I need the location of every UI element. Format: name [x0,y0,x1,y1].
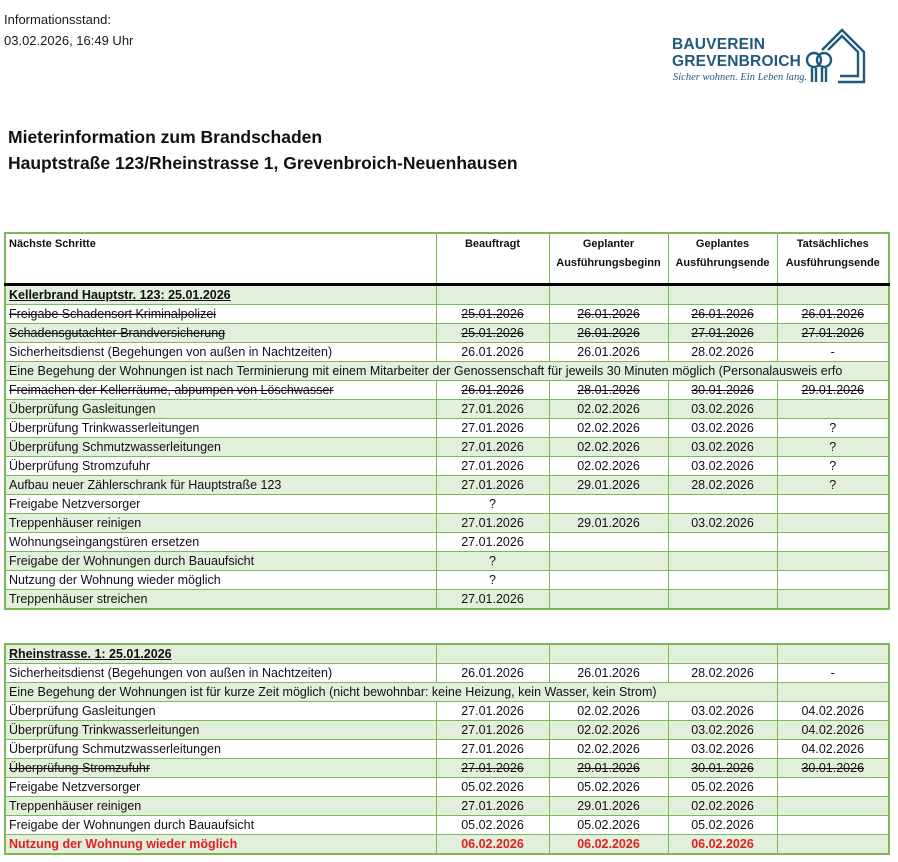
ende-value: 30.01.2026 [691,383,754,397]
task-value: Überprüfung Schmutzwasserleitungen [9,742,221,756]
beauftragt-value: 26.01.2026 [461,383,524,397]
task-value: Überprüfung Trinkwasserleitungen [9,421,200,435]
table-row [5,533,889,552]
ende-cell [668,438,777,457]
header-line: Ausführungsende [675,257,770,269]
beginn-cell [549,438,668,457]
beauftragt-value: 27.01.2026 [461,799,524,813]
beauftragt-cell [436,702,549,721]
section-title-row [5,285,889,305]
tatsaechlich-cell [777,495,889,514]
beauftragt-value: 05.02.2026 [461,818,524,832]
beauftragt-cell [436,343,549,362]
beauftragt-cell [436,590,549,610]
tatsaechlich-cell [777,835,889,855]
ende-cell [668,664,777,683]
header-tatsaechliches-ende [777,233,889,285]
tatsaechlich-cell [777,400,889,419]
empty-cell [777,683,889,702]
table-row [5,590,889,610]
beginn-value: 26.01.2026 [577,666,640,680]
header-line: Ausführungsbeginn [556,257,661,269]
beginn-value: 02.02.2026 [577,742,640,756]
task-value: Treppenhäuser reinigen [9,516,142,530]
beginn-value: 05.02.2026 [577,780,640,794]
beginn-cell [549,457,668,476]
tatsaechlich-value: 26.01.2026 [801,307,865,321]
house-with-trees-icon [802,26,868,86]
task-cell [5,438,436,457]
beauftragt-value: 27.01.2026 [461,742,524,756]
beginn-value: 26.01.2026 [577,345,640,359]
header-line: Geplantes [695,238,750,250]
ende-cell [668,590,777,610]
beginn-value: 26.01.2026 [577,307,640,321]
ende-cell [668,740,777,759]
table-row [5,702,889,721]
task-cell [5,419,436,438]
header-geplantes-ende [668,233,777,285]
beginn-value: 02.02.2026 [577,704,640,718]
task-value: Freimachen der Kellerräume, abpumpen von Löschwasser [9,383,334,397]
beauftragt-cell [436,552,549,571]
beginn-cell [549,702,668,721]
beauftragt-cell [436,533,549,552]
beauftragt-value: 27.01.2026 [461,478,524,492]
beginn-cell [549,400,668,419]
ende-cell [668,514,777,533]
task-value: Freigabe Netzversorger [9,497,141,511]
tatsaechlich-value: ? [829,440,837,454]
ende-cell [668,419,777,438]
page-title [8,124,518,176]
tatsaechlich-value: - [830,345,835,359]
header-geplanter-beginn [549,233,668,285]
task-cell [5,664,436,683]
tatsaechlich-cell [777,381,889,400]
ende-cell [668,702,777,721]
schedule-table-hauptstrasse [4,232,890,610]
beginn-cell [549,419,668,438]
ende-value: 02.02.2026 [691,799,754,813]
table-row [5,419,889,438]
beauftragt-cell [436,324,549,343]
task-value: Aufbau neuer Zählerschrank für Hauptstraße 123 [9,478,282,492]
ende-value: 28.02.2026 [691,478,754,492]
ende-cell [668,552,777,571]
beginn-cell [549,476,668,495]
table-row [5,664,889,683]
beauftragt-value: 05.02.2026 [461,780,524,794]
task-value: Überprüfung Schmutzwasserleitungen [9,440,221,454]
tatsaechlich-cell [777,797,889,816]
note-row [5,683,889,702]
tatsaechlich-value: ? [829,421,837,435]
info-timestamp: 03.02.2026, 16:49 Uhr [4,33,134,48]
ende-cell [668,816,777,835]
beginn-value: 29.01.2026 [577,478,640,492]
beauftragt-cell [436,797,549,816]
task-cell [5,514,436,533]
beauftragt-value: 27.01.2026 [461,440,524,454]
beginn-value: 26.01.2026 [577,326,640,340]
tatsaechlich-value: 27.01.2026 [801,326,865,340]
task-value: Freigabe der Wohnungen durch Bauaufsicht [9,554,255,568]
ende-value: 05.02.2026 [691,818,754,832]
logo-line2: GREVENBROICH [672,53,801,70]
task-cell [5,324,436,343]
task-cell [5,797,436,816]
beginn-cell [549,778,668,797]
beauftragt-value: 27.01.2026 [461,535,524,549]
beauftragt-cell [436,835,549,855]
beginn-cell [549,552,668,571]
task-value: Freigabe Schadensort Kriminalpolizei [9,307,217,321]
task-cell [5,476,436,495]
beginn-cell [549,343,668,362]
task-cell [5,778,436,797]
note-text: Eine Begehung der Wohnungen ist für kurze Zeit möglich (nicht bewohnbar: keine Heizung, kein Wasser, kein Strom) [5,683,777,702]
task-cell [5,740,436,759]
task-cell [5,816,436,835]
tatsaechlich-value: - [830,666,835,680]
beauftragt-value: 27.01.2026 [461,592,524,606]
empty-cell [668,285,777,305]
header-beauftragt: Beauftragt [436,233,549,285]
task-value: Sicherheitsdienst (Begehungen von außen in Nachtzeiten) [9,666,333,680]
empty-cell [668,644,777,664]
beginn-value: 02.02.2026 [577,421,640,435]
beauftragt-value: 27.01.2026 [461,402,524,416]
section-title-row [5,644,889,664]
beginn-cell [549,590,668,610]
beginn-cell [549,797,668,816]
beauftragt-value: 27.01.2026 [461,723,524,737]
task-value: Nutzung der Wohnung wieder möglich [9,573,221,587]
ende-value: 27.01.2026 [691,326,754,340]
table-row [5,571,889,590]
beginn-cell [549,495,668,514]
tatsaechlich-value: 30.01.2026 [801,761,865,775]
table-row [5,778,889,797]
info-block [4,9,133,51]
tatsaechlich-cell [777,419,889,438]
ende-cell [668,533,777,552]
logo-line1: BAUVEREIN [672,36,766,53]
beauftragt-cell [436,664,549,683]
tatsaechlich-value: ? [829,459,837,473]
tatsaechlich-cell [777,324,889,343]
task-cell [5,457,436,476]
table-row [5,797,889,816]
beginn-value: 02.02.2026 [577,440,640,454]
tatsaechlich-cell [777,438,889,457]
table-row [5,438,889,457]
table-row [5,514,889,533]
ende-cell [668,797,777,816]
beauftragt-cell [436,476,549,495]
empty-cell [549,285,668,305]
ende-cell [668,778,777,797]
section-title: Kellerbrand Hauptstr. 123: 25.01.2026 [5,285,436,305]
ende-cell [668,324,777,343]
beginn-cell [549,514,668,533]
beauftragt-cell [436,305,549,324]
table-row [5,324,889,343]
task-value: Überprüfung Trinkwasserleitungen [9,723,200,737]
ende-cell [668,571,777,590]
note-row [5,362,889,381]
tatsaechlich-cell [777,533,889,552]
task-cell [5,552,436,571]
logo-tagline: Sicher wohnen. Ein Leben lang. [673,72,808,83]
tatsaechlich-cell [777,664,889,683]
beauftragt-value: 27.01.2026 [461,704,524,718]
task-value: Überprüfung Stromzufuhr [9,459,151,473]
beauftragt-value: 26.01.2026 [461,345,524,359]
ende-value: 28.02.2026 [691,345,754,359]
ende-value: 03.02.2026 [691,516,754,530]
task-value: Treppenhäuser streichen [9,592,148,606]
beginn-value: 28.01.2026 [577,383,640,397]
ende-value: 05.02.2026 [691,780,754,794]
table-row [5,816,889,835]
tatsaechlich-cell [777,552,889,571]
ende-value: 03.02.2026 [691,704,754,718]
tatsaechlich-cell [777,476,889,495]
beauftragt-cell [436,778,549,797]
note-text: Eine Begehung der Wohnungen ist nach Terminierung mit einem Mitarbeiter der Genossenschaft für jeweils 30 Minuten möglich (Personalausweis erfo [5,362,889,381]
info-label: Informationsstand: [4,12,111,27]
beauftragt-cell [436,740,549,759]
tatsaechlich-cell [777,343,889,362]
ende-value: 30.01.2026 [691,761,754,775]
beauftragt-value: 27.01.2026 [461,516,524,530]
task-cell [5,305,436,324]
empty-cell [549,644,668,664]
tatsaechlich-value: ? [829,478,837,492]
tatsaechlich-cell [777,514,889,533]
ende-cell [668,305,777,324]
beginn-cell [549,571,668,590]
ende-cell [668,495,777,514]
beauftragt-value: ? [489,554,496,568]
tatsaechlich-cell [777,457,889,476]
beauftragt-cell [436,438,549,457]
task-value: Freigabe Netzversorger [9,780,141,794]
title-line1: Mieterinformation zum Brandschaden [8,127,323,147]
table-row [5,835,889,855]
beauftragt-cell [436,571,549,590]
beauftragt-cell [436,514,549,533]
task-value: Überprüfung Gasleitungen [9,402,156,416]
tatsaechlich-cell [777,778,889,797]
ende-value: 03.02.2026 [691,723,754,737]
tatsaechlich-cell [777,702,889,721]
ende-cell [668,476,777,495]
beauftragt-value: ? [489,573,496,587]
table-row [5,552,889,571]
tatsaechlich-cell [777,305,889,324]
ende-cell [668,400,777,419]
table-row [5,381,889,400]
tatsaechlich-value: 04.02.2026 [801,704,865,718]
task-cell [5,495,436,514]
beginn-cell [549,759,668,778]
beauftragt-cell [436,457,549,476]
beginn-value: 02.02.2026 [577,723,640,737]
beginn-value: 29.01.2026 [577,799,640,813]
table-row [5,457,889,476]
empty-cell [436,285,549,305]
table-row [5,343,889,362]
beginn-cell [549,835,668,855]
task-cell [5,571,436,590]
beginn-value: 05.02.2026 [577,818,640,832]
ende-cell [668,457,777,476]
beginn-cell [549,324,668,343]
beauftragt-value: 27.01.2026 [461,459,524,473]
table-header-row [5,233,889,285]
beauftragt-value: 25.01.2026 [461,326,524,340]
beauftragt-value: 27.01.2026 [461,761,524,775]
task-value: Überprüfung Gasleitungen [9,704,156,718]
ende-cell [668,835,777,855]
empty-cell [436,644,549,664]
task-cell [5,702,436,721]
ende-value: 03.02.2026 [691,440,754,454]
beauftragt-value: 06.02.2026 [461,837,524,851]
section-title: Rheinstrasse. 1: 25.01.2026 [5,644,436,664]
beginn-cell [549,381,668,400]
task-value: Schadensgutachter Brandversicherung [9,326,226,340]
ende-cell [668,381,777,400]
header-line: Ausführungsende [785,257,880,269]
empty-cell [777,285,889,305]
task-cell [5,343,436,362]
tatsaechlich-cell [777,759,889,778]
beauftragt-cell [436,419,549,438]
table-row [5,721,889,740]
beginn-value: 02.02.2026 [577,402,640,416]
beauftragt-value: 25.01.2026 [461,307,524,321]
task-value: Sicherheitsdienst (Begehungen von außen in Nachtzeiten) [9,345,333,359]
tatsaechlich-cell [777,571,889,590]
task-cell [5,590,436,610]
table-row [5,759,889,778]
ende-value: 03.02.2026 [691,402,754,416]
ende-cell [668,343,777,362]
title-line2: Hauptstraße 123/Rheinstrasse 1, Grevenbroich-Neuenhausen [8,153,518,173]
table-row [5,476,889,495]
ende-value: 26.01.2026 [691,307,754,321]
beginn-value: 02.02.2026 [577,459,640,473]
header-line: Geplanter [582,238,635,250]
task-cell [5,400,436,419]
ende-value: 03.02.2026 [691,459,754,473]
empty-cell [777,644,889,664]
header-naechste-schritte: Nächste Schritte [5,233,436,285]
tatsaechlich-value: 29.01.2026 [801,383,865,397]
tatsaechlich-cell [777,816,889,835]
beginn-cell [549,533,668,552]
table-row [5,305,889,324]
tatsaechlich-value: 04.02.2026 [801,742,865,756]
beauftragt-cell [436,495,549,514]
beginn-value: 06.02.2026 [577,837,640,851]
beauftragt-cell [436,381,549,400]
beginn-cell [549,305,668,324]
ende-value: 03.02.2026 [691,421,754,435]
header-line: Tatsächliches [796,238,869,250]
beauftragt-cell [436,816,549,835]
beauftragt-value: 26.01.2026 [461,666,524,680]
ende-value: 28.02.2026 [691,666,754,680]
tatsaechlich-cell [777,590,889,610]
schedule-table-rheinstrasse [4,643,890,855]
task-value: Treppenhäuser reinigen [9,799,142,813]
task-cell [5,381,436,400]
table-row [5,740,889,759]
beginn-cell [549,816,668,835]
beauftragt-value: ? [489,497,496,511]
task-value: Nutzung der Wohnung wieder möglich [9,837,238,851]
tatsaechlich-cell [777,740,889,759]
table-row [5,495,889,514]
ende-value: 03.02.2026 [691,742,754,756]
beginn-value: 29.01.2026 [577,516,640,530]
tatsaechlich-value: 04.02.2026 [801,723,865,737]
task-value: Wohnungseingangstüren ersetzen [9,535,200,549]
beauftragt-cell [436,721,549,740]
task-cell [5,721,436,740]
task-cell [5,533,436,552]
beginn-cell [549,664,668,683]
task-cell [5,835,436,855]
task-value: Freigabe der Wohnungen durch Bauaufsicht [9,818,255,832]
table-row [5,400,889,419]
beginn-cell [549,721,668,740]
beauftragt-cell [436,400,549,419]
beginn-value: 29.01.2026 [577,761,640,775]
ende-cell [668,721,777,740]
ende-value: 06.02.2026 [691,837,754,851]
beginn-cell [549,740,668,759]
logo [672,26,872,88]
ende-cell [668,759,777,778]
task-value: Überprüfung Stromzufuhr [9,761,151,775]
beauftragt-value: 27.01.2026 [461,421,524,435]
tatsaechlich-cell [777,721,889,740]
beauftragt-cell [436,759,549,778]
task-cell [5,759,436,778]
